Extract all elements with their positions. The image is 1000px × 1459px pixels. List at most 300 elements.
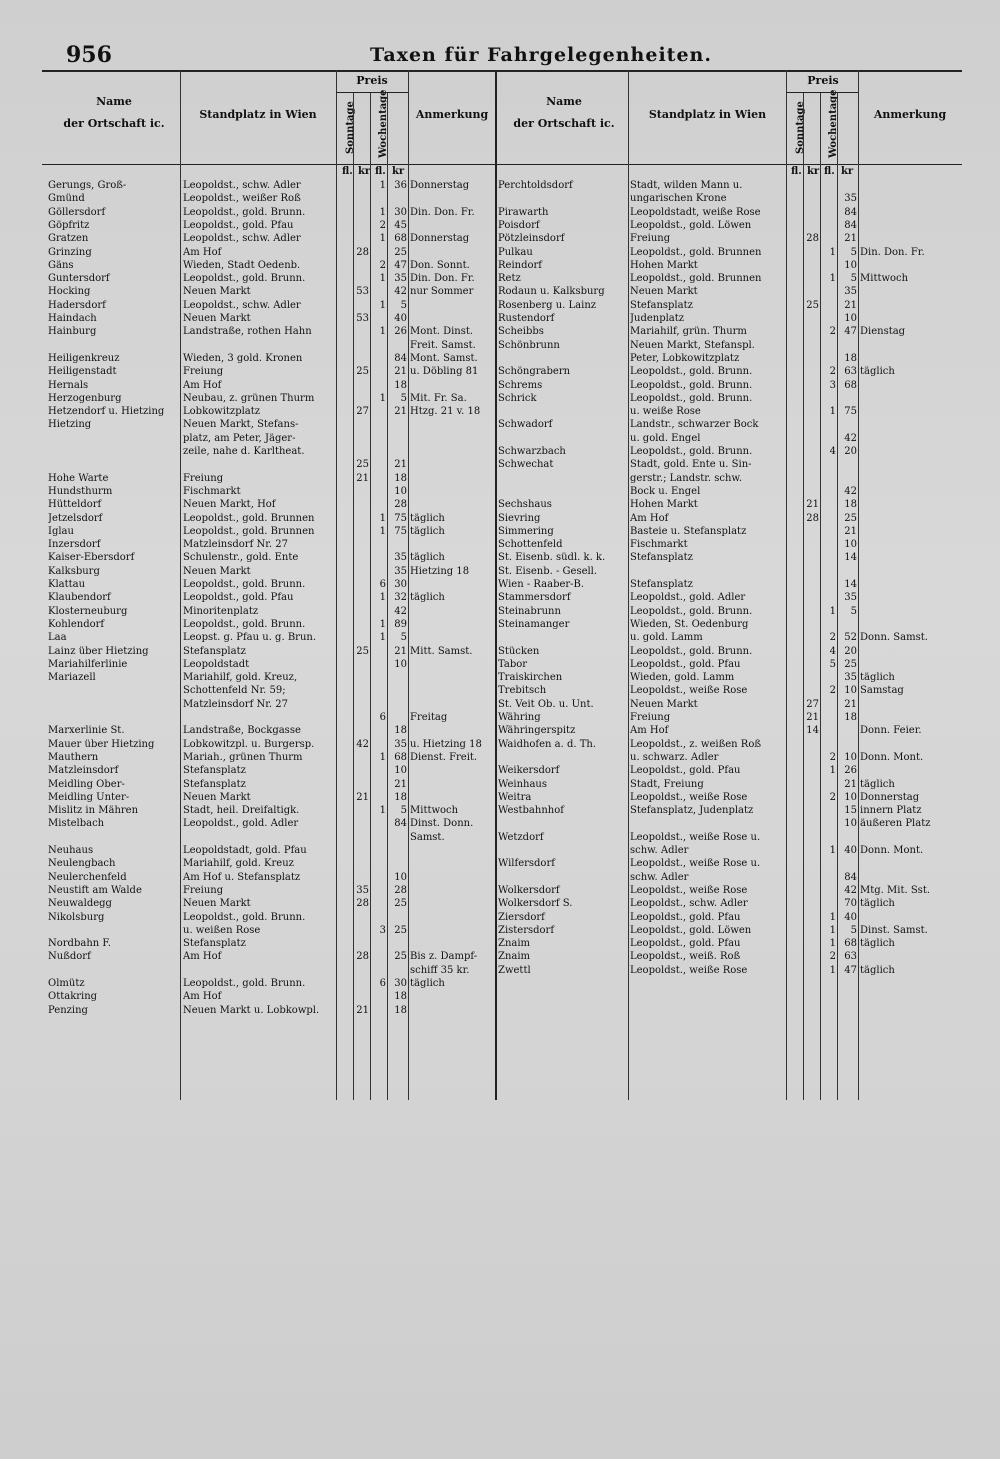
left-w2-cell: 21 [394, 366, 407, 378]
left-note-cell: nur Sommer [410, 286, 474, 298]
right-stand-cell: Hohen Markt [630, 259, 698, 271]
left-stand-cell: Leopoldst., gold. Pfau [183, 219, 294, 231]
right-name-cell: Weitra [498, 791, 532, 803]
right-stand-cell: Am Hof [630, 725, 669, 737]
right-w1-cell: 2 [829, 951, 836, 963]
right-name-cell: Schönbrunn [498, 339, 560, 351]
left-stand-cell: Schulenstr., gold. Ente [183, 552, 299, 564]
left-name-cell: Laa [48, 632, 67, 644]
left-wochentage-header: Wochentage [378, 89, 389, 158]
right-s2-cell: 28 [806, 512, 819, 524]
right-w2-cell: 35 [844, 672, 857, 684]
left-preis-header: Preis [356, 74, 388, 87]
right-stand-cell: Leopoldst., schw. Adler [630, 898, 748, 910]
left-note-cell: Mont. Samst. [410, 352, 478, 364]
table-row [0, 539, 1000, 551]
right-note-cell: Dinst. Samst. [860, 924, 928, 936]
table-row [0, 805, 1000, 817]
right-name-cell: St. Eisenb. südl. k. k. [498, 552, 606, 564]
left-w2-cell: 30 [394, 206, 407, 218]
left-name-cell: Hohe Warte [48, 472, 109, 484]
table-row [0, 991, 1000, 1003]
left-s2-cell: 53 [356, 313, 369, 324]
right-w2-cell: 40 [844, 845, 857, 856]
right-stand-cell: Landstr., schwarzer Bock [630, 419, 759, 431]
right-stand-cell: Leopoldst., gold. Pfau [630, 658, 741, 670]
left-w2-cell: 5 [400, 392, 407, 404]
left-name-cell: Mauthern [48, 751, 99, 763]
left-w2-cell: 30 [394, 978, 407, 989]
left-name-header [48, 95, 180, 131]
right-name-cell: Retz [498, 273, 521, 285]
table-row [0, 646, 1000, 658]
right-w1-cell: 4 [829, 446, 836, 457]
right-stand-cell: Leopoldst., gold. Brunn. [630, 446, 753, 457]
right-w2-cell: 10 [844, 539, 857, 551]
table-row [0, 978, 1000, 990]
left-name-cell: Lainz über Hietzing [48, 645, 149, 657]
right-note-cell: täglich [860, 964, 895, 976]
right-name-cell: Znaim [498, 938, 531, 950]
table-row [0, 712, 1000, 724]
right-stand-cell: Leopoldst., gold. Pfau [630, 938, 741, 950]
left-stand-cell: Leopoldst., gold. Brunn. [183, 911, 306, 923]
right-anmerkung-header: Anmerkung [873, 108, 947, 121]
right-col-rule-1 [628, 70, 629, 1100]
right-name-cell: Westbahnhof [498, 805, 564, 817]
left-stand-cell: Mariahilf, gold. Kreuz, [183, 672, 298, 684]
right-stand-cell: Stefansplatz [630, 552, 693, 564]
right-wochentage-header: Wochentage [828, 89, 839, 158]
left-name-cell: Gerungs, Groß- [48, 180, 127, 191]
right-stand-cell: schw. Adler [630, 871, 689, 883]
right-w1-cell: 2 [829, 326, 836, 338]
right-name-cell: Wetzdorf [498, 831, 544, 843]
right-sonn-fl: fl. [791, 166, 802, 177]
page-number: 956 [66, 42, 112, 68]
table-row [0, 765, 1000, 777]
right-name-cell: Schwadorf [498, 419, 553, 431]
right-stand-cell: Leopoldst., gold. Brunn. [630, 366, 753, 378]
left-col-rule-4 [370, 92, 371, 1100]
left-stand-cell: Mariahilf, gold. Kreuz [183, 858, 294, 870]
left-note-cell: Mit. Fr. Sa. [410, 392, 467, 404]
right-col-rule-5 [837, 92, 838, 1100]
table-row [0, 925, 1000, 937]
table-row [0, 433, 1000, 445]
left-stand-cell: Leopoldst., schw. Adler [183, 299, 301, 311]
right-w1-cell: 1 [829, 406, 836, 418]
right-w2-cell: 10 [844, 685, 857, 697]
table-row [0, 406, 1000, 418]
left-w2-cell: 10 [394, 765, 407, 777]
left-note-cell: Samst. [410, 831, 445, 843]
right-preis-header: Preis [807, 74, 839, 87]
right-w2-cell: 21 [844, 698, 857, 710]
left-w1-cell: 6 [379, 712, 386, 723]
right-w1-cell: 4 [829, 645, 836, 657]
left-name-cell: Meidling Ober- [48, 778, 125, 790]
right-w1-cell: 1 [829, 765, 836, 777]
left-note-cell: täglich [410, 552, 445, 564]
right-w2-cell: 47 [844, 964, 857, 976]
left-w2-cell: 75 [394, 525, 407, 537]
right-stand-cell: Wieden, gold. Lamm [630, 672, 735, 684]
right-stand-cell: Leopoldst., gold. Pfau [630, 911, 741, 923]
left-stand-cell: Minoritenplatz [183, 605, 259, 617]
table-row [0, 380, 1000, 392]
left-s2-cell: 21 [356, 1004, 369, 1016]
table-row [0, 672, 1000, 684]
left-stand-cell: Leopoldst., weißer Roß [183, 193, 301, 205]
right-note-cell: Samstag [860, 685, 904, 697]
right-name-cell: Schwechat [498, 459, 554, 471]
left-w2-cell: 42 [394, 605, 407, 617]
left-stand-cell: Leopoldst., gold. Pfau [183, 592, 294, 604]
blank-lower-page [0, 1100, 1000, 1459]
table-row [0, 273, 1000, 285]
left-name-cell: Kalksburg [48, 565, 100, 577]
left-name-cell: Herzogenburg [48, 392, 122, 404]
table-row [0, 473, 1000, 485]
right-name-cell: St. Eisenb. - Gesell. [498, 565, 598, 577]
left-name-cell: Nikolsburg [48, 911, 105, 923]
left-s2-cell: 35 [356, 884, 369, 896]
left-note-cell: Dienst. Freit. [410, 751, 478, 763]
right-w2-cell: 68 [844, 379, 857, 391]
right-w1-cell: 1 [829, 911, 836, 923]
right-stand-cell: Leopoldst., weiße Rose u. [630, 858, 761, 870]
right-w2-cell: 75 [844, 406, 857, 418]
left-name-cell: Gratzen [48, 233, 89, 245]
right-w2-cell: 18 [844, 712, 857, 723]
right-w2-cell: 42 [844, 485, 857, 497]
right-stand-cell: Freiung [630, 233, 671, 245]
table-row [0, 858, 1000, 870]
left-w2-cell: 21 [394, 778, 407, 790]
left-s2-cell: 21 [356, 472, 369, 484]
left-name-cell: Neulerchenfeld [48, 871, 127, 883]
right-w2-cell: 18 [844, 352, 857, 364]
right-stand-cell: Peter, Lobkowitzplatz [630, 352, 740, 364]
left-stand-cell: Am Hof [183, 991, 222, 1003]
left-w2-cell: 30 [394, 579, 407, 590]
left-stand-cell: Leopoldstadt [183, 658, 250, 670]
right-w2-cell: 5 [850, 273, 857, 285]
right-name-cell: Pötzleinsdorf [498, 233, 565, 245]
right-w2-cell: 10 [844, 818, 857, 830]
left-note-cell: u. Hietzing 18 [410, 738, 482, 750]
right-stand-cell: Stefansplatz, Judenplatz [630, 805, 754, 817]
right-stand-cell: Leopoldst., gold. Brunn. [630, 605, 753, 617]
page-title: Taxen für Fahrgelegenheiten. [370, 44, 712, 66]
right-stand-cell: Neuen Markt [630, 698, 698, 710]
table-row [0, 260, 1000, 272]
right-w2-cell: 21 [844, 299, 857, 311]
right-stand-cell: Neuen Markt, Stefanspl. [630, 339, 755, 351]
table-row [0, 207, 1000, 219]
right-name-cell: Steinamanger [498, 618, 570, 630]
right-name-cell: Weikersdorf [498, 765, 560, 777]
right-s2-cell: 25 [806, 299, 819, 311]
right-w2-cell: 21 [844, 233, 857, 245]
right-name-cell: Poisdorf [498, 219, 540, 231]
table-row [0, 912, 1000, 924]
right-name-cell: St. Veit Ob. u. Unt. [498, 698, 594, 710]
left-sonn-fl: fl. [342, 166, 353, 177]
right-w2-cell: 25 [844, 512, 857, 524]
right-w2-cell: 10 [844, 313, 857, 324]
right-w2-cell: 35 [844, 193, 857, 205]
left-name-cell: Gäns [48, 259, 74, 271]
left-stand-cell: Leopoldst., gold. Brunn. [183, 978, 306, 989]
right-note-cell: Dienstag [860, 326, 906, 338]
right-stand-header: Standplatz in Wien [648, 108, 767, 121]
name-header-line2: der Ortschaft ic. [63, 117, 165, 130]
left-stand-cell: Neuen Markt [183, 565, 251, 577]
left-w2-cell: 21 [394, 645, 407, 657]
left-note-cell: Freit. Samst. [410, 339, 476, 351]
table-row [0, 180, 1000, 192]
left-note-cell: Hietzing 18 [410, 565, 470, 577]
left-w2-cell: 68 [394, 751, 407, 763]
left-note-cell: Din. Don. Fr. [410, 206, 475, 218]
left-w2-cell: 35 [394, 565, 407, 577]
table-row [0, 459, 1000, 471]
left-w1-cell: 1 [379, 299, 386, 311]
right-w1-cell: 1 [829, 845, 836, 856]
right-w2-cell: 42 [844, 432, 857, 444]
table-row [0, 313, 1000, 325]
left-stand-cell: Matzleinsdorf Nr. 27 [183, 698, 288, 710]
right-name-cell: Zwettl [498, 964, 531, 976]
left-name-cell: Mislitz in Mähren [48, 805, 139, 817]
right-stand-cell: Bock u. Engel [630, 485, 701, 497]
right-name-cell: Pirawarth [498, 206, 549, 218]
left-s2-cell: 28 [356, 898, 369, 910]
left-stand-cell: Landstraße, Bockgasse [183, 725, 301, 737]
left-name-cell: Mauer über Hietzing [48, 738, 155, 750]
left-s2-cell: 28 [356, 951, 369, 963]
left-stand-cell: zeile, nahe d. Karltheat. [183, 446, 305, 457]
left-w1-cell: 1 [379, 592, 386, 604]
left-col-rule-2 [336, 70, 337, 1100]
name-header-line1: Name [546, 95, 582, 108]
right-stand-cell: Leopoldst., gold. Brunnen [630, 273, 762, 285]
right-stand-cell: Leopoldst., weiße Rose [630, 964, 748, 976]
left-stand-cell: Leopoldst., schw. Adler [183, 180, 301, 191]
left-stand-cell: Leopoldst., gold. Brunn. [183, 618, 306, 630]
right-w2-cell: 63 [844, 366, 857, 378]
left-stand-cell: Neuen Markt u. Lobkowpl. [183, 1004, 320, 1016]
right-note-cell: Mittwoch [860, 273, 909, 285]
left-note-cell: Htzg. 21 v. 18 [410, 406, 481, 418]
left-stand-cell: Neuen Markt [183, 898, 251, 910]
left-stand-cell: Neuen Markt [183, 286, 251, 298]
table-row [0, 898, 1000, 910]
right-note-cell: täglich [860, 366, 895, 378]
left-stand-cell: Neuen Markt, Hof [183, 499, 276, 511]
right-s2-cell: 28 [806, 233, 819, 245]
left-sonn-kr: kr [358, 166, 371, 177]
table-row [0, 353, 1000, 365]
right-name-cell: Scheibbs [498, 326, 544, 338]
left-w1-cell: 6 [379, 579, 386, 590]
left-w2-cell: 10 [394, 485, 407, 497]
left-sonntage-header: Sonntage [345, 101, 356, 155]
right-w1-cell: 2 [829, 366, 836, 378]
right-w2-cell: 63 [844, 951, 857, 963]
right-stand-cell: u. gold. Lamm [630, 632, 703, 644]
left-name-cell: Mistelbach [48, 818, 105, 830]
left-w2-cell: 28 [394, 884, 407, 896]
left-stand-cell: Stefansplatz [183, 938, 246, 950]
right-stand-cell: Mariahilf, grün. Thurm [630, 326, 747, 338]
left-w2-cell: 21 [394, 459, 407, 471]
right-stand-cell: Am Hof [630, 512, 669, 524]
left-name-cell: Matzleinsdorf [48, 765, 119, 777]
left-w1-cell: 6 [379, 978, 386, 989]
left-name-cell: Klattau [48, 579, 86, 590]
left-w2-cell: 84 [394, 352, 407, 364]
table-row [0, 739, 1000, 751]
left-w2-cell: 89 [394, 618, 407, 630]
right-s2-cell: 21 [806, 499, 819, 511]
left-stand-cell: Freiung [183, 884, 224, 896]
table-row [0, 592, 1000, 604]
right-note-cell: täglich [860, 778, 895, 790]
right-name-cell: Znaim [498, 951, 531, 963]
right-name-header [500, 95, 628, 131]
right-stand-cell: Stefansplatz [630, 299, 693, 311]
left-woch-fl: fl. [375, 166, 386, 177]
left-name-cell: Heiligenstadt [48, 366, 117, 378]
right-stand-cell: Stadt, wilden Mann u. [630, 180, 743, 191]
right-w1-cell: 2 [829, 791, 836, 803]
left-s2-cell: 53 [356, 286, 369, 298]
left-note-cell: Donnerstag [410, 233, 470, 245]
table-row [0, 659, 1000, 671]
table-row [0, 300, 1000, 312]
right-name-cell: Simmering [498, 525, 554, 537]
left-w2-cell: 32 [394, 592, 407, 604]
left-note-cell: Dinst. Donn. [410, 818, 474, 830]
right-stand-cell: u. gold. Engel [630, 432, 701, 444]
left-w2-cell: 35 [394, 738, 407, 750]
right-w2-cell: 42 [844, 884, 857, 896]
left-w1-cell: 1 [379, 618, 386, 630]
right-name-cell: Wolkersdorf [498, 884, 560, 896]
table-row [0, 792, 1000, 804]
left-w2-cell: 36 [394, 180, 407, 191]
left-w2-cell: 25 [394, 898, 407, 910]
left-name-cell: Hocking [48, 286, 91, 298]
right-name-cell: Reindorf [498, 259, 542, 271]
left-w1-cell: 2 [379, 259, 386, 271]
right-name-cell: Wilfersdorf [498, 858, 555, 870]
left-stand-cell: Stefansplatz [183, 645, 246, 657]
right-name-cell: Trebitsch [498, 685, 547, 697]
right-w1-cell: 5 [829, 658, 836, 670]
left-w1-cell: 2 [379, 219, 386, 231]
left-note-cell: täglich [410, 525, 445, 537]
right-stand-cell: Wieden, St. Oedenburg [630, 618, 749, 630]
left-stand-cell: Neubau, z. grünen Thurm [183, 392, 315, 404]
right-note-cell: äußeren Platz [860, 818, 931, 830]
right-w2-cell: 14 [844, 579, 857, 590]
left-w2-cell: 68 [394, 233, 407, 245]
right-stand-cell: Leopoldst., gold. Brunn. [630, 645, 753, 657]
left-name-cell: Hetzendorf u. Hietzing [48, 406, 165, 418]
right-w2-cell: 84 [844, 206, 857, 218]
left-name-cell: Klaubendorf [48, 592, 111, 604]
right-w2-cell: 47 [844, 326, 857, 338]
left-name-cell: Hietzing [48, 419, 92, 431]
left-s2-cell: 25 [356, 459, 369, 471]
left-w2-cell: 5 [400, 632, 407, 644]
left-stand-cell: Wieden, 3 gold. Kronen [183, 352, 303, 364]
right-stand-cell: Leopoldst., gold. Adler [630, 592, 746, 604]
left-note-cell: Bis z. Dampf- [410, 951, 478, 963]
left-s2-cell: 42 [356, 738, 369, 750]
table-row [0, 526, 1000, 538]
left-name-cell: Grinzing [48, 246, 92, 258]
left-stand-cell: Leopoldst., gold. Brunn. [183, 273, 306, 285]
right-sonn-kr: kr [807, 166, 820, 177]
left-note-cell: u. Döbling 81 [410, 366, 479, 378]
left-w1-cell: 1 [379, 751, 386, 763]
left-stand-cell: Wieden, Stadt Oedenb. [183, 259, 301, 271]
left-w2-cell: 5 [400, 805, 407, 817]
table-row [0, 247, 1000, 259]
left-s2-cell: 21 [356, 791, 369, 803]
right-w1-cell: 2 [829, 632, 836, 644]
table-row [0, 619, 1000, 631]
right-name-cell: Währingerspitz [498, 725, 576, 737]
left-name-cell: Nordbahn F. [48, 938, 111, 950]
right-preis-rule [786, 92, 858, 93]
right-w2-cell: 21 [844, 778, 857, 790]
running-header [0, 42, 1000, 72]
right-note-cell: täglich [860, 898, 895, 910]
table-row [0, 632, 1000, 644]
right-stand-cell: u. schwarz. Adler [630, 751, 719, 763]
left-col-rule-1 [180, 70, 181, 1100]
left-stand-cell: Leopoldst., gold. Brunn. [183, 206, 306, 218]
table-row [0, 965, 1000, 977]
left-stand-cell: Freiung [183, 366, 224, 378]
left-w1-cell: 1 [379, 632, 386, 644]
right-note-cell: innern Platz [860, 805, 922, 817]
left-col-rule-6 [408, 70, 409, 1100]
left-s2-cell: 25 [356, 366, 369, 378]
left-name-cell: Guntersdorf [48, 273, 110, 285]
right-stand-cell: Leopoldst., weiße Rose u. [630, 831, 761, 843]
right-name-cell: Schwarzbach [498, 446, 566, 457]
left-woch-kr: kr [392, 166, 405, 177]
right-stand-cell: Leopoldst., gold. Brunn. [630, 379, 753, 391]
right-name-cell: Zistersdorf [498, 924, 555, 936]
right-w2-cell: 15 [844, 805, 857, 817]
left-col-rule-5 [387, 92, 388, 1100]
left-name-cell: Göpfritz [48, 219, 90, 231]
left-s2-cell: 25 [356, 645, 369, 657]
left-note-cell: Din. Don. Fr. [410, 273, 475, 285]
table-row [0, 446, 1000, 458]
table-row [0, 818, 1000, 830]
left-name-cell: Iglau [48, 525, 74, 537]
left-w2-cell: 35 [394, 273, 407, 285]
